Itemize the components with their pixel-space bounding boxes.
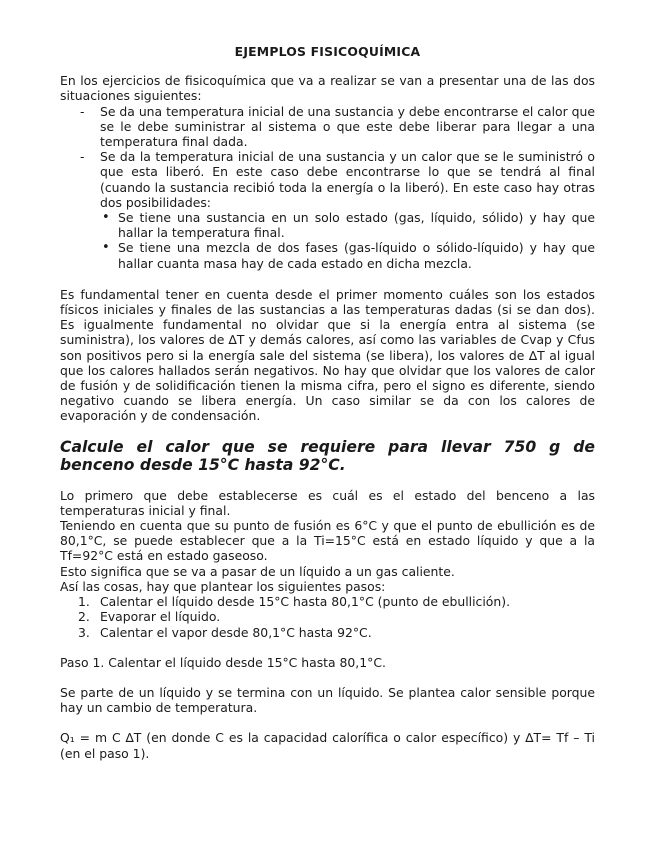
- step-item: [60, 609, 595, 624]
- reasoning-paragraph-1: Teniendo en cuenta que su punto de fusión es 6°C y que el punto de ebullición es de 80,1°C, se puede establecer que a la Ti=15°C está en estado líquido y que a la Tf=92°C está en estado gaseoso.: [60, 518, 595, 564]
- situation-item-2: [60, 149, 595, 271]
- situations-list: [60, 104, 595, 271]
- fundamental-paragraph: Es fundamental tener en cuenta desde el primer momento cuáles son los estados físicos iniciales y finales de las sustancias a las temperaturas dadas (si se dan dos). Es igualmente fundamental no olvidar que si la energía entra al sistema (se suministra), los valores de ∆T y demás calores, así como las variables de Cvap y Cfus son positivos pero si la energía sale del sistema (se libera), los valores de ∆T al igual que los calores hallados serán negativos. No hay que olvidar que los valores de calor de fusión y de solidificación tienen la misma cifra, pero el signo es diferente, siendo negativo cuando se libera energía. Un caso similar se da con los calores de evaporación y de condensación.: [60, 286, 595, 424]
- document-title: EJEMPLOS FISICOQUÍMICA: [234, 44, 421, 59]
- paso1-paragraph: Se parte de un líquido y se termina con un líquido. Se plantea calor sensible porque hay un cambio de temperatura.: [60, 684, 595, 716]
- step-item: [60, 594, 595, 609]
- step-intro-paragraph: Lo primero que debe establecerse es cuál es el estado del benceno a las temperaturas inicial y final.: [60, 487, 595, 518]
- paso1-heading: Paso 1. Calentar el líquido desde 15°C hasta 80,1°C.: [60, 654, 386, 670]
- possibility-item-1: • Se tiene una sustancia en un solo estado (gas, líquido, sólido) y hay que hallar la temperatura final.: [60, 210, 595, 240]
- step-number: 2.: [78, 609, 90, 625]
- step-number: 3.: [78, 624, 90, 640]
- reasoning-paragraph-3: Así las cosas, hay que plantear los siguientes pasos:: [60, 578, 386, 594]
- possibilities-list: [60, 210, 595, 271]
- step-item: [60, 625, 595, 640]
- problem-heading: Calcule el calor que se requiere para llevar 750 g de benceno desde 15°C hasta 92°C.: [60, 437, 595, 474]
- step-text: Calentar el líquido desde 15°C hasta 80,1°C (punto de ebullición).: [100, 594, 511, 610]
- situation-item-1: - Se da una temperatura inicial de una sustancia y debe encontrarse el calor que se le debe suministrar al sistema o que este debe liberar para llegar a una temperatura final dada.: [60, 104, 595, 150]
- document-page: [60, 44, 595, 761]
- formula-paragraph: Q₁ = m C ∆T (en donde C es la capacidad calorífica o calor específico) y ∆T= Tf – Ti (en el paso 1).: [60, 730, 595, 761]
- reasoning-paragraph-2: Esto significa que se va a pasar de un líquido a un gas caliente.: [60, 563, 455, 579]
- possibility-item-2: • Se tiene una mezcla de dos fases (gas-líquido o sólido-líquido) y hay que hallar cuanta masa hay de cada estado en dicha mezcla.: [60, 240, 595, 270]
- intro-paragraph: En los ejercicios de fisicoquímica que va a realizar se van a presentar una de las dos situaciones siguientes:: [60, 73, 595, 104]
- steps-list: [60, 594, 595, 640]
- step-text: Calentar el vapor desde 80,1°C hasta 92°C.: [100, 624, 372, 640]
- situation-item-2-text: Se da la temperatura inicial de una sustancia y un calor que se le suministró o que esta liberó. En este caso debe encontrarse lo que se tendrá al final (cuando la sustancia recibió toda la energía o la liberó). En este caso hay otras dos posibilidades:: [100, 149, 595, 210]
- step-text: Evaporar el líquido.: [100, 609, 221, 625]
- step-number: 1.: [78, 594, 90, 610]
